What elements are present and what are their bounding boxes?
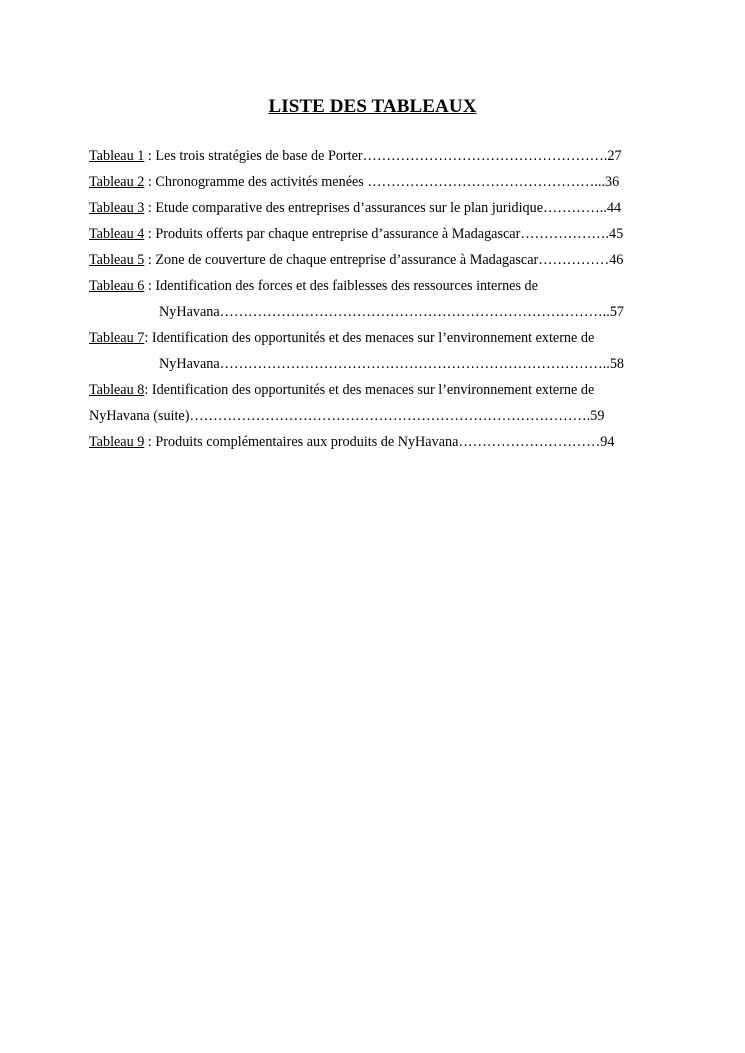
page-number: .27 <box>603 148 622 164</box>
leader-dots: …………… <box>538 252 610 268</box>
entry-title-cont: NyHavana (suite) <box>89 408 190 424</box>
entry-title-cont: NyHavana <box>159 304 220 320</box>
separator: : <box>144 382 152 398</box>
separator: : <box>144 200 156 216</box>
table-ref-link[interactable]: Tableau 8 <box>89 382 145 398</box>
page-number: ...36 <box>594 174 620 190</box>
list-item-continuation <box>89 299 669 325</box>
table-ref-link[interactable]: Tableau 1 <box>89 148 145 164</box>
separator: : <box>144 252 156 268</box>
list-item-continuation <box>89 351 669 377</box>
leader-dots: ………… <box>543 200 600 216</box>
entry-title: Les trois stratégies de base de Porter <box>155 148 363 164</box>
list-item[interactable] <box>89 273 669 299</box>
leader-dots: ……………………………………………………………………… <box>219 304 603 320</box>
separator: : <box>144 226 156 242</box>
table-ref-link[interactable]: Tableau 6 <box>89 278 145 294</box>
table-ref-link[interactable]: Tableau 2 <box>89 174 145 190</box>
list-item[interactable] <box>89 169 669 195</box>
entry-title: Identification des opportunités et des menaces sur l’environnement externe de <box>151 330 595 346</box>
page-title: LISTE DES TABLEAUX <box>268 96 477 117</box>
separator: : <box>144 434 156 450</box>
table-ref-link[interactable]: Tableau 4 <box>89 226 145 242</box>
list-item[interactable] <box>89 325 669 351</box>
page-number: 45 <box>608 226 624 242</box>
entry-title: Identification des forces et des faiblesses des ressources internes de <box>155 278 538 294</box>
entry-title: Chronogramme des activités menées <box>155 174 368 190</box>
entry-title: Identification des opportunités et des menaces sur l’environnement externe de <box>151 382 595 398</box>
list-item[interactable] <box>89 195 669 221</box>
separator: : <box>144 278 156 294</box>
list-item[interactable] <box>89 143 669 169</box>
separator: : <box>144 174 156 190</box>
table-ref-link[interactable]: Tableau 7 <box>89 330 145 346</box>
list-item[interactable] <box>89 247 669 273</box>
table-ref-link[interactable]: Tableau 3 <box>89 200 145 216</box>
table-ref-link[interactable]: Tableau 9 <box>89 434 145 450</box>
list-item[interactable] <box>89 377 669 403</box>
entry-title: Etude comparative des entreprises d’assurances sur le plan juridique <box>155 200 544 216</box>
page-number: ..57 <box>602 304 625 320</box>
leader-dots: ………………. <box>520 226 609 242</box>
separator: : <box>144 148 156 164</box>
leader-dots: ………………………………………… <box>367 174 595 190</box>
separator: : <box>144 330 152 346</box>
page-number: ..44 <box>599 200 622 216</box>
leader-dots: ………………………………………………………………………… <box>189 408 587 424</box>
table-ref-link[interactable]: Tableau 5 <box>89 252 145 268</box>
page-number: 94 <box>600 434 615 450</box>
entry-title: Produits complémentaires aux produits de NyHavana <box>155 434 459 450</box>
leader-dots: …………………………………………… <box>362 148 604 164</box>
list-item[interactable] <box>89 429 669 455</box>
leader-dots: ………………………… <box>458 434 601 450</box>
table-list <box>89 143 669 455</box>
list-item[interactable] <box>89 221 669 247</box>
page-number: ..58 <box>602 356 625 372</box>
leader-dots: ……………………………………………………………………… <box>219 356 603 372</box>
entry-title: Zone de couverture de chaque entreprise d’assurance à Madagascar <box>155 252 539 268</box>
list-item-continuation <box>89 403 669 429</box>
entry-title: Produits offerts par chaque entreprise d’assurance à Madagascar <box>155 226 521 242</box>
entry-title-cont: NyHavana <box>159 356 220 372</box>
page-number: .59 <box>586 408 605 424</box>
page-number: 46 <box>609 252 624 268</box>
